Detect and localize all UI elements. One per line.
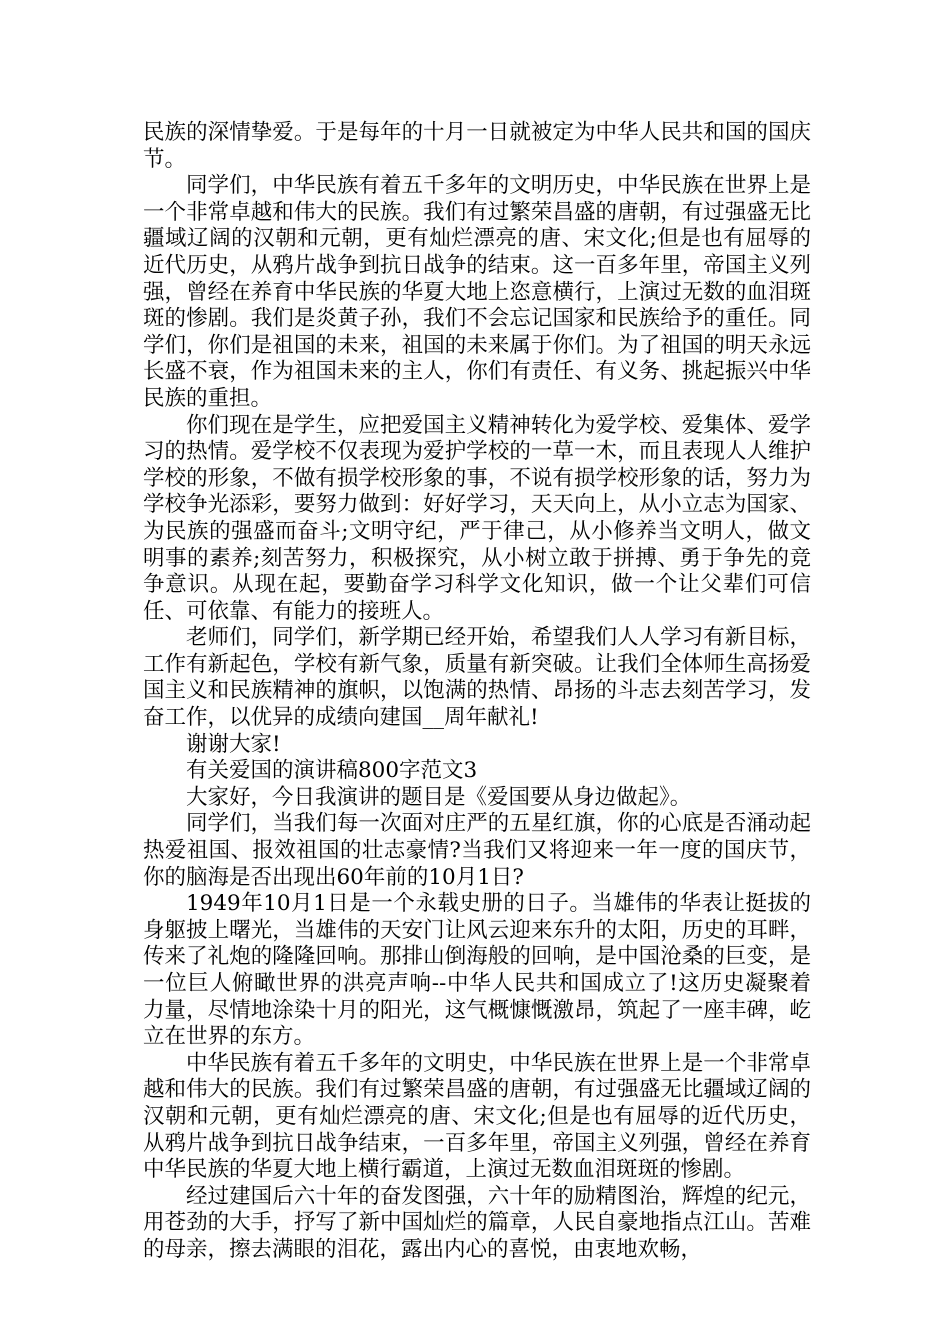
document-body: [143, 120, 811, 1264]
paragraph: 你们现在是学生，应把爱国主义精神转化为爱学校、爱集体、爱学习的热情。爱学校不仅表现为爱护学校的一草一木，而且表现人人维护学校的形象，不做有损学校形象的事，不说有损学校形象的话，努力为学校争光添彩，要努力做到：好好学习，天天向上，从小立志为国家、为民族的强盛而奋斗;文明守纪，严于律己，从小修养当文明人，做文明事的素养;刻苦努力，积极探究，从小树立敢于拼搏、勇于争先的竞争意识。从现在起，要勤奋学习科学文化知识，做一个让父辈们可信任、可依靠、有能力的接班人。: [143, 412, 811, 624]
paragraph: 中华民族有着五千多年的文明史，中华民族在世界上是一个非常卓越和伟大的民族。我们有过繁荣昌盛的唐朝，有过强盛无比疆域辽阔的汉朝和元朝，更有灿烂漂亮的唐、宋文化;但是也有屈辱的近代历史，从鸦片战争到抗日战争结束，一百多年里，帝国主义列强，曾经在养育中华民族的华夏大地上横行霸道，上演过无数血泪斑斑的惨剧。: [143, 1050, 811, 1183]
paragraph: 民族的深情挚爱。于是每年的十月一日就被定为中华人民共和国的国庆节。: [143, 120, 811, 172]
paragraph: 同学们，中华民族有着五千多年的文明历史，中华民族在世界上是一个非常卓越和伟大的民族。我们有过繁荣昌盛的唐朝，有过强盛无比疆域辽阔的汉朝和元朝，更有灿烂漂亮的唐、宋文化;但是也有屈辱的近代历史，从鸦片战争到抗日战争的结束。这一百多年里，帝国主义列强，曾经在养育中华民族的华夏大地上恣意横行，上演过无数的血泪斑斑的惨剧。我们是炎黄子孙，我们不会忘记国家和民族给予的重任。同学们，你们是祖国的未来，祖国的未来属于你们。为了祖国的明天永远长盛不衰，作为祖国未来的主人，你们有责任、有义务、挑起振兴中华民族的重担。: [143, 173, 811, 411]
paragraph: 1949年10月1日是一个永载史册的日子。当雄伟的华表让挺拔的身躯披上曙光，当雄伟的天安门让风云迎来东升的太阳，历史的耳畔，传来了礼炮的隆隆回响。那排山倒海般的回响，是中国沧桑的巨变，是一位巨人俯瞰世界的洪亮声响--中华人民共和国成立了!这历史凝聚着力量，尽情地涂染十月的阳光，这气概慷慨激昂，筑起了一座丰碑，屹立在世界的东方。: [143, 891, 811, 1050]
paragraph: 谢谢大家!: [186, 731, 281, 757]
paragraph: 大家好，今日我演讲的题目是《爱国要从身边做起》。: [186, 784, 692, 810]
paragraph: 老师们，同学们，新学期已经开始，希望我们人人学习有新目标，工作有新起色，学校有新气象，质量有新突破。让我们全体师生高扬爱国主义和民族精神的旗帜，以饱满的热情、昂扬的斗志去刻苦学习，发奋工作，以优异的成绩向建国__周年献礼!: [143, 625, 811, 731]
paragraph: 有关爱国的演讲稿800字范文3: [186, 758, 478, 784]
paragraph: 同学们，当我们每一次面对庄严的五星红旗，你的心底是否涌动起热爱祖国、报效祖国的壮志豪情?当我们又将迎来一年一度的国庆节，你的脑海是否出现出60年前的10月1日?: [143, 811, 811, 890]
paragraph: 经过建国后六十年的奋发图强，六十年的励精图治，辉煌的纪元，用苍劲的大手，抒写了新中国灿烂的篇章，人民自豪地指点江山。苦难的母亲，擦去满眼的泪花，露出内心的喜悦，由衷地欢畅，: [143, 1183, 811, 1262]
